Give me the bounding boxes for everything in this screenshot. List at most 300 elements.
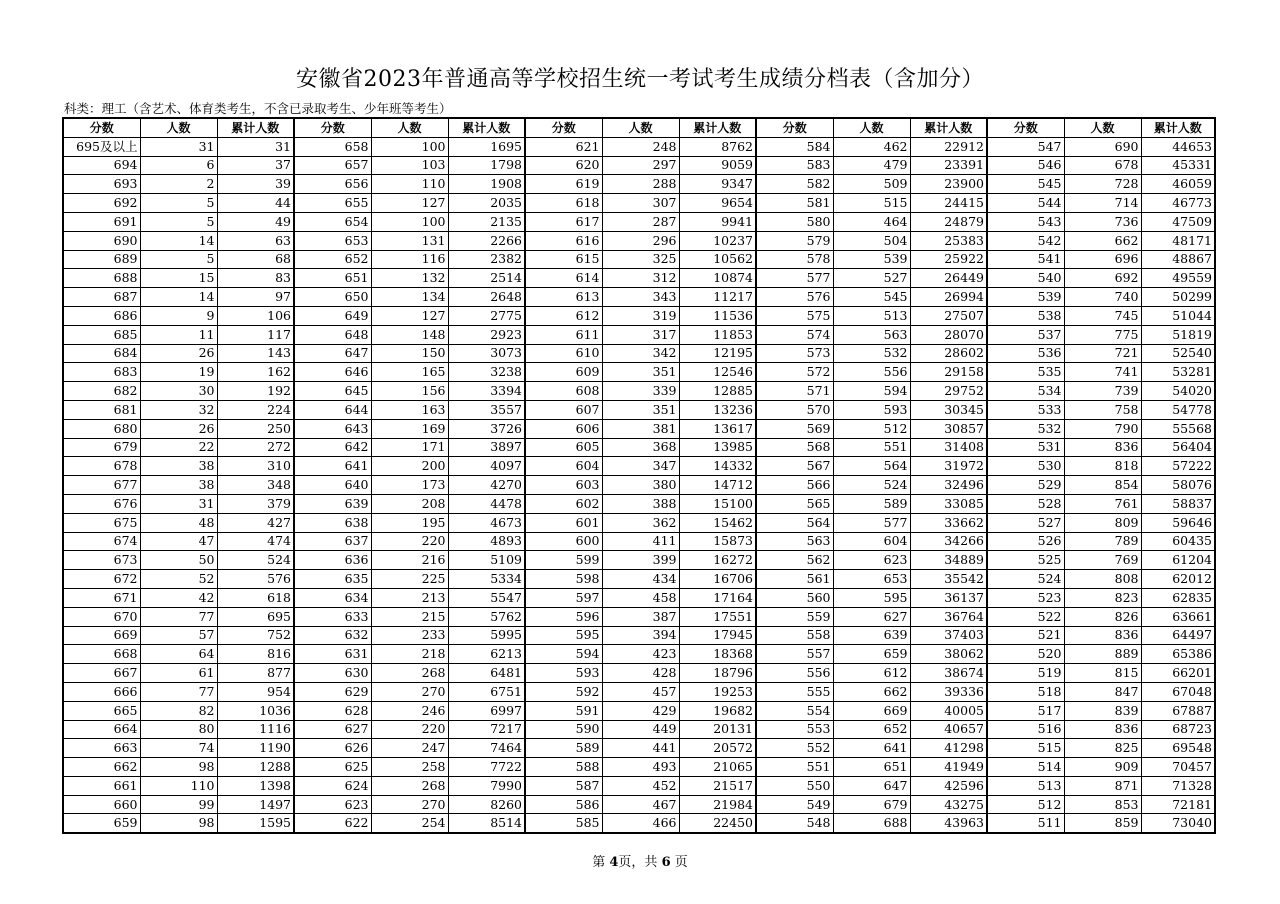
- table-cell: 588: [525, 758, 602, 777]
- table-cell: 623: [833, 551, 910, 570]
- table-cell: 839: [1064, 701, 1141, 720]
- table-cell: 695: [217, 607, 294, 626]
- table-cell: 545: [833, 288, 910, 307]
- table-cell: 558: [756, 626, 833, 645]
- table-cell: 462: [833, 137, 910, 156]
- table-cell: 634: [294, 588, 371, 607]
- table-cell: 645: [294, 382, 371, 401]
- table-cell: 380: [602, 476, 679, 495]
- page-footer: [0, 851, 1280, 870]
- table-cell: 523: [987, 588, 1064, 607]
- table-cell: 585: [525, 814, 602, 833]
- table-cell: 553: [756, 720, 833, 739]
- table-cell: 41949: [910, 758, 987, 777]
- table-cell: 20572: [679, 739, 756, 758]
- table-cell: 560: [756, 588, 833, 607]
- table-cell: 5: [140, 212, 217, 231]
- table-row: [63, 513, 1215, 532]
- table-cell: 62012: [1141, 570, 1215, 589]
- table-cell: 73040: [1141, 814, 1215, 833]
- table-cell: 26: [140, 419, 217, 438]
- table-cell: 513: [987, 776, 1064, 795]
- table-cell: 215: [371, 607, 448, 626]
- table-cell: 47: [140, 532, 217, 551]
- table-cell: 592: [525, 682, 602, 701]
- table-cell: 127: [371, 194, 448, 213]
- table-cell: 307: [602, 194, 679, 213]
- table-cell: 218: [371, 645, 448, 664]
- table-row: [63, 626, 1215, 645]
- table-cell: 68723: [1141, 720, 1215, 739]
- table-cell: 25922: [910, 250, 987, 269]
- table-cell: 16272: [679, 551, 756, 570]
- table-cell: 721: [1064, 344, 1141, 363]
- table-row: [63, 175, 1215, 194]
- table-cell: 609: [525, 363, 602, 382]
- table-cell: 564: [756, 513, 833, 532]
- table-cell: 106: [217, 306, 294, 325]
- table-cell: 16706: [679, 570, 756, 589]
- footer-suffix: 页: [674, 855, 688, 870]
- table-cell: 71328: [1141, 776, 1215, 795]
- table-cell: 543: [987, 212, 1064, 231]
- table-cell: 515: [833, 194, 910, 213]
- table-row: [63, 419, 1215, 438]
- table-cell: 575: [756, 306, 833, 325]
- table-cell: 580: [756, 212, 833, 231]
- table-cell: 589: [833, 494, 910, 513]
- table-cell: 512: [833, 419, 910, 438]
- table-row: [63, 570, 1215, 589]
- table-cell: 648: [294, 325, 371, 344]
- table-cell: 42: [140, 588, 217, 607]
- table-cell: 676: [63, 494, 140, 513]
- table-cell: 28070: [910, 325, 987, 344]
- table-cell: 163: [371, 400, 448, 419]
- table-cell: 633: [294, 607, 371, 626]
- table-cell: 613: [525, 288, 602, 307]
- table-cell: 9347: [679, 175, 756, 194]
- table-cell: 43275: [910, 795, 987, 814]
- column-header: 分数: [756, 118, 833, 137]
- column-header: 人数: [371, 118, 448, 137]
- table-cell: 466: [602, 814, 679, 833]
- table-cell: 14332: [679, 457, 756, 476]
- table-cell: 509: [833, 175, 910, 194]
- table-cell: 542: [987, 231, 1064, 250]
- table-cell: 59646: [1141, 513, 1215, 532]
- table-cell: 132: [371, 269, 448, 288]
- table-cell: 540: [987, 269, 1064, 288]
- table-cell: 693: [63, 175, 140, 194]
- table-cell: 30: [140, 382, 217, 401]
- table-cell: 836: [1064, 438, 1141, 457]
- table-cell: 622: [294, 814, 371, 833]
- table-cell: 17164: [679, 588, 756, 607]
- table-cell: 11217: [679, 288, 756, 307]
- table-cell: 9654: [679, 194, 756, 213]
- table-row: [63, 551, 1215, 570]
- table-cell: 605: [525, 438, 602, 457]
- table-cell: 567: [756, 457, 833, 476]
- table-cell: 31972: [910, 457, 987, 476]
- table-cell: 30857: [910, 419, 987, 438]
- table-cell: 538: [987, 306, 1064, 325]
- table-cell: 541: [987, 250, 1064, 269]
- table-cell: 646: [294, 363, 371, 382]
- table-cell: 513: [833, 306, 910, 325]
- column-header: 分数: [294, 118, 371, 137]
- table-cell: 565: [756, 494, 833, 513]
- table-cell: 458: [602, 588, 679, 607]
- table-cell: 22912: [910, 137, 987, 156]
- table-cell: 809: [1064, 513, 1141, 532]
- table-cell: 620: [525, 156, 602, 175]
- table-cell: 815: [1064, 664, 1141, 683]
- table-cell: 44653: [1141, 137, 1215, 156]
- table-cell: 602: [525, 494, 602, 513]
- table-cell: 268: [371, 776, 448, 795]
- table-cell: 39336: [910, 682, 987, 701]
- table-row: [63, 137, 1215, 156]
- table-cell: 22: [140, 438, 217, 457]
- table-cell: 99: [140, 795, 217, 814]
- table-cell: 248: [602, 137, 679, 156]
- table-row: [63, 250, 1215, 269]
- column-header: 人数: [140, 118, 217, 137]
- table-cell: 574: [756, 325, 833, 344]
- table-cell: 825: [1064, 739, 1141, 758]
- table-cell: 5: [140, 250, 217, 269]
- table-cell: 571: [756, 382, 833, 401]
- table-cell: 441: [602, 739, 679, 758]
- table-cell: 769: [1064, 551, 1141, 570]
- table-cell: 564: [833, 457, 910, 476]
- table-cell: 2266: [448, 231, 525, 250]
- table-cell: 62835: [1141, 588, 1215, 607]
- table-cell: 696: [1064, 250, 1141, 269]
- table-cell: 192: [217, 382, 294, 401]
- table-cell: 52: [140, 570, 217, 589]
- table-cell: 527: [833, 269, 910, 288]
- table-cell: 836: [1064, 720, 1141, 739]
- table-cell: 647: [833, 776, 910, 795]
- column-header: 分数: [63, 118, 140, 137]
- table-cell: 549: [756, 795, 833, 814]
- table-cell: 629: [294, 682, 371, 701]
- table-cell: 38674: [910, 664, 987, 683]
- table-cell: 662: [63, 758, 140, 777]
- table-cell: 2775: [448, 306, 525, 325]
- table-cell: 156: [371, 382, 448, 401]
- table-cell: 272: [217, 438, 294, 457]
- table-cell: 568: [756, 438, 833, 457]
- table-cell: 54020: [1141, 382, 1215, 401]
- table-cell: 606: [525, 419, 602, 438]
- table-cell: 610: [525, 344, 602, 363]
- table-cell: 652: [833, 720, 910, 739]
- table-cell: 97: [217, 288, 294, 307]
- table-cell: 659: [63, 814, 140, 833]
- table-cell: 557: [756, 645, 833, 664]
- table-cell: 310: [217, 457, 294, 476]
- table-cell: 247: [371, 739, 448, 758]
- table-cell: 464: [833, 212, 910, 231]
- table-cell: 532: [987, 419, 1064, 438]
- table-cell: 1595: [217, 814, 294, 833]
- table-cell: 607: [525, 400, 602, 419]
- table-row: [63, 476, 1215, 495]
- table-cell: 559: [756, 607, 833, 626]
- table-cell: 790: [1064, 419, 1141, 438]
- table-cell: 3557: [448, 400, 525, 419]
- table-cell: 100: [371, 137, 448, 156]
- subject-category-label: 科类：理工（含艺术、体育类考生，不含已录取考生、少年班等考生）: [64, 101, 452, 116]
- table-cell: 64497: [1141, 626, 1215, 645]
- table-cell: 728: [1064, 175, 1141, 194]
- table-cell: 61204: [1141, 551, 1215, 570]
- table-cell: 61: [140, 664, 217, 683]
- table-cell: 537: [987, 325, 1064, 344]
- table-row: [63, 344, 1215, 363]
- table-cell: 623: [294, 795, 371, 814]
- table-cell: 583: [756, 156, 833, 175]
- table-cell: 680: [63, 419, 140, 438]
- table-cell: 4097: [448, 457, 525, 476]
- table-row: [63, 701, 1215, 720]
- table-cell: 649: [294, 306, 371, 325]
- table-cell: 64: [140, 645, 217, 664]
- table-cell: 65386: [1141, 645, 1215, 664]
- table-cell: 216: [371, 551, 448, 570]
- table-cell: 51819: [1141, 325, 1215, 344]
- table-cell: 653: [833, 570, 910, 589]
- table-cell: 6481: [448, 664, 525, 683]
- table-cell: 6: [140, 156, 217, 175]
- table-cell: 23391: [910, 156, 987, 175]
- table-row: [63, 194, 1215, 213]
- table-cell: 638: [294, 513, 371, 532]
- table-cell: 684: [63, 344, 140, 363]
- table-cell: 688: [63, 269, 140, 288]
- table-cell: 233: [371, 626, 448, 645]
- table-cell: 24879: [910, 212, 987, 231]
- table-cell: 110: [140, 776, 217, 795]
- table-cell: 597: [525, 588, 602, 607]
- table-cell: 577: [756, 269, 833, 288]
- table-cell: 8260: [448, 795, 525, 814]
- table-cell: 595: [833, 588, 910, 607]
- table-cell: 457: [602, 682, 679, 701]
- table-cell: 1908: [448, 175, 525, 194]
- table-cell: 1190: [217, 739, 294, 758]
- table-cell: 26994: [910, 288, 987, 307]
- table-cell: 37403: [910, 626, 987, 645]
- table-cell: 12195: [679, 344, 756, 363]
- table-cell: 131: [371, 231, 448, 250]
- table-row: [63, 776, 1215, 795]
- table-cell: 551: [756, 758, 833, 777]
- table-cell: 515: [987, 739, 1064, 758]
- footer-prefix: 第: [592, 855, 606, 870]
- table-cell: 36764: [910, 607, 987, 626]
- table-cell: 593: [525, 664, 602, 683]
- table-cell: 467: [602, 795, 679, 814]
- table-cell: 877: [217, 664, 294, 683]
- table-cell: 82: [140, 701, 217, 720]
- table-cell: 434: [602, 570, 679, 589]
- table-cell: 692: [1064, 269, 1141, 288]
- table-cell: 116: [371, 250, 448, 269]
- table-cell: 514: [987, 758, 1064, 777]
- table-cell: 60435: [1141, 532, 1215, 551]
- table-cell: 15873: [679, 532, 756, 551]
- table-cell: 536: [987, 344, 1064, 363]
- table-cell: 853: [1064, 795, 1141, 814]
- table-cell: 594: [833, 382, 910, 401]
- table-cell: 566: [756, 476, 833, 495]
- table-cell: 545: [987, 175, 1064, 194]
- table-cell: 9941: [679, 212, 756, 231]
- table-row: [63, 720, 1215, 739]
- table-row: [63, 814, 1215, 833]
- table-cell: 618: [525, 194, 602, 213]
- table-cell: 67048: [1141, 682, 1215, 701]
- table-cell: 570: [756, 400, 833, 419]
- table-cell: 685: [63, 325, 140, 344]
- table-cell: 2923: [448, 325, 525, 344]
- table-cell: 624: [294, 776, 371, 795]
- table-cell: 652: [294, 250, 371, 269]
- table-cell: 651: [294, 269, 371, 288]
- table-cell: 21065: [679, 758, 756, 777]
- table-row: [63, 758, 1215, 777]
- table-cell: 531: [987, 438, 1064, 457]
- table-cell: 26: [140, 344, 217, 363]
- table-cell: 19682: [679, 701, 756, 720]
- table-cell: 11: [140, 325, 217, 344]
- table-cell: 246: [371, 701, 448, 720]
- table-cell: 596: [525, 607, 602, 626]
- table-cell: 45331: [1141, 156, 1215, 175]
- table-cell: 695及以上: [63, 137, 140, 156]
- table-cell: 647: [294, 344, 371, 363]
- table-cell: 58837: [1141, 494, 1215, 513]
- table-cell: 1398: [217, 776, 294, 795]
- table-cell: 554: [756, 701, 833, 720]
- table-cell: 110: [371, 175, 448, 194]
- table-cell: 818: [1064, 457, 1141, 476]
- table-cell: 669: [833, 701, 910, 720]
- table-cell: 677: [63, 476, 140, 495]
- table-cell: 512: [987, 795, 1064, 814]
- table-cell: 518: [987, 682, 1064, 701]
- table-cell: 889: [1064, 645, 1141, 664]
- table-header-row: [63, 118, 1215, 137]
- table-cell: 39: [217, 175, 294, 194]
- table-cell: 576: [756, 288, 833, 307]
- table-cell: 673: [63, 551, 140, 570]
- table-cell: 288: [602, 175, 679, 194]
- table-cell: 736: [1064, 212, 1141, 231]
- table-cell: 662: [833, 682, 910, 701]
- table-cell: 667: [63, 664, 140, 683]
- table-cell: 399: [602, 551, 679, 570]
- table-cell: 1288: [217, 758, 294, 777]
- table-row: [63, 438, 1215, 457]
- table-cell: 535: [987, 363, 1064, 382]
- table-cell: 9059: [679, 156, 756, 175]
- table-cell: 5: [140, 194, 217, 213]
- table-cell: 43963: [910, 814, 987, 833]
- table-cell: 626: [294, 739, 371, 758]
- table-cell: 49: [217, 212, 294, 231]
- table-cell: 524: [217, 551, 294, 570]
- column-header: 分数: [525, 118, 602, 137]
- table-cell: 1497: [217, 795, 294, 814]
- table-cell: 12546: [679, 363, 756, 382]
- table-cell: 250: [217, 419, 294, 438]
- table-cell: 18796: [679, 664, 756, 683]
- table-cell: 49559: [1141, 269, 1215, 288]
- table-cell: 532: [833, 344, 910, 363]
- table-cell: 808: [1064, 570, 1141, 589]
- table-cell: 520: [987, 645, 1064, 664]
- table-cell: 836: [1064, 626, 1141, 645]
- table-cell: 57222: [1141, 457, 1215, 476]
- table-cell: 739: [1064, 382, 1141, 401]
- table-cell: 524: [833, 476, 910, 495]
- table-cell: 522: [987, 607, 1064, 626]
- table-row: [63, 231, 1215, 250]
- table-cell: 5334: [448, 570, 525, 589]
- table-cell: 758: [1064, 400, 1141, 419]
- table-cell: 637: [294, 532, 371, 551]
- table-cell: 6997: [448, 701, 525, 720]
- table-cell: 134: [371, 288, 448, 307]
- table-cell: 268: [371, 664, 448, 683]
- table-cell: 661: [63, 776, 140, 795]
- table-cell: 7464: [448, 739, 525, 758]
- table-cell: 342: [602, 344, 679, 363]
- table-cell: 539: [833, 250, 910, 269]
- table-cell: 117: [217, 325, 294, 344]
- page-title: 安徽省2023年普通高等学校招生统一考试考生成绩分档表（含加分）: [296, 67, 984, 92]
- column-header: 累计人数: [910, 118, 987, 137]
- table-cell: 630: [294, 664, 371, 683]
- table-cell: 539: [987, 288, 1064, 307]
- table-cell: 162: [217, 363, 294, 382]
- table-cell: 6751: [448, 682, 525, 701]
- table-cell: 587: [525, 776, 602, 795]
- table-cell: 297: [602, 156, 679, 175]
- table-cell: 526: [987, 532, 1064, 551]
- table-cell: 635: [294, 570, 371, 589]
- table-cell: 258: [371, 758, 448, 777]
- table-cell: 561: [756, 570, 833, 589]
- table-cell: 347: [602, 457, 679, 476]
- table-cell: 668: [63, 645, 140, 664]
- table-cell: 23900: [910, 175, 987, 194]
- table-cell: 213: [371, 588, 448, 607]
- table-cell: 80: [140, 720, 217, 739]
- table-cell: 530: [987, 457, 1064, 476]
- table-cell: 504: [833, 231, 910, 250]
- table-cell: 13236: [679, 400, 756, 419]
- table-cell: 33662: [910, 513, 987, 532]
- table-cell: 615: [525, 250, 602, 269]
- table-cell: 618: [217, 588, 294, 607]
